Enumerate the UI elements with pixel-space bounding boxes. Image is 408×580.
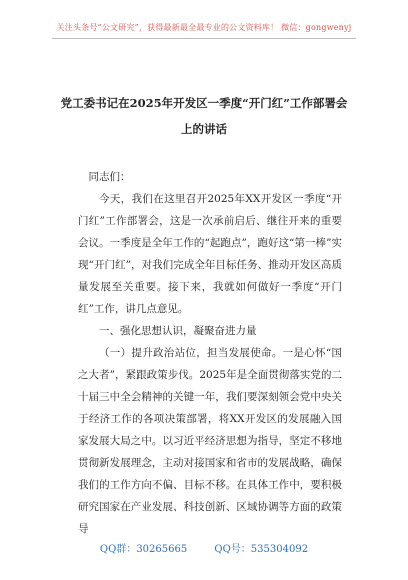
footer — [0, 540, 408, 555]
header-note: 关注头条号“公文研究”，获得最新最全最专业的公文资料库！ 微信：gongwenyj — [56, 23, 352, 32]
footer-qq-number: QQ号：535304092 — [214, 544, 309, 555]
paragraph-1-1: （一）提升政治站位，担当发展使命。一是心怀“国之大者”，紧跟政策步伐。2025年是全面贯彻落实党的二十届三中全会精神的关键一年，我们要深刻领会党中央关于经济工作的各项决策部署，将XX开发区的发展融入国家发展大局之中。以习近平经济思想为指导，坚定不移地贯彻新发展理念，主动对接国家和省市的发展战略，确保我们的工作方向不偏、目标不移。在具体工作中，要积极研究国家在产业发展、科技创新、区域协调等方面的政策导 — [78, 347, 342, 535]
document-title: 党工委书记在2025年开发区一季度“开门红”工作部署会 — [60, 96, 348, 110]
document-subtitle: 上的讲话 — [181, 122, 227, 136]
section-heading-1: 一、强化思想认识，凝聚奋进力量 — [99, 325, 257, 337]
greeting: 同志们： — [88, 171, 131, 183]
header-divider — [52, 38, 356, 39]
paragraph-intro: 今天，我们在这里召开2025年XX开发区一季度“开门红”工作部署会，这是一次承前启后、继往开来的重要会议。一季度是全年工作的“起跑点”，跑好这“第一棒”实现“开门红”，对我们完成全年目标任务、推动开发区高质量发展至关重要。接下来，我就如何做好一季度“开门红”工作，讲几点意见。 — [78, 193, 342, 315]
document-body — [78, 166, 342, 540]
footer-qq-group: QQ群：30265665 — [99, 544, 188, 555]
